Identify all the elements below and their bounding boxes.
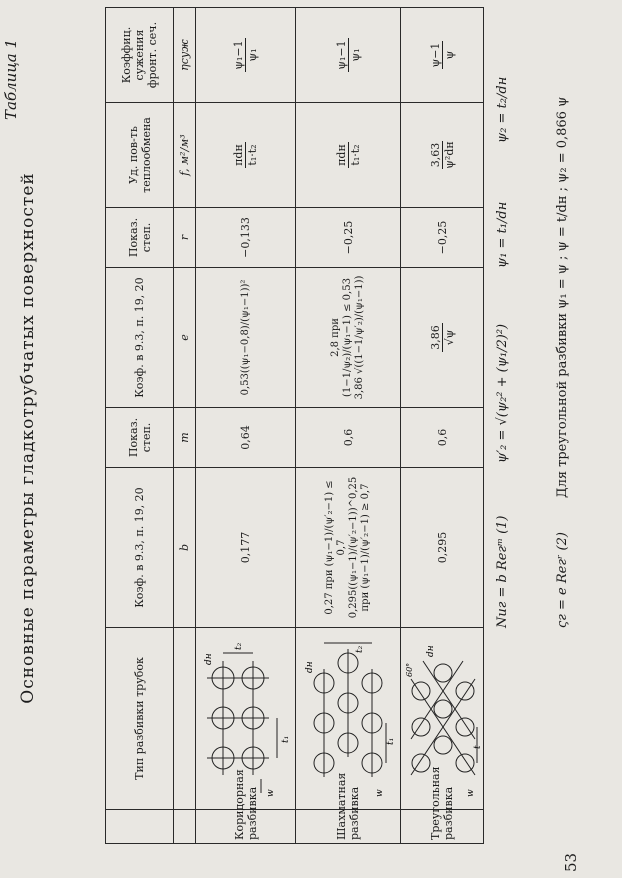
f-num: πdн [334, 144, 348, 166]
formula-triangle-note: Для треугольной разбивки ψ₁ = ψ ; ψ = t/dн ; ψ₂ = 0,866 ψ [555, 96, 570, 498]
formula-zeta: ςг = e Reгʳ (2) [555, 532, 570, 628]
fraction-e [429, 323, 456, 352]
b-line-1: 0,27 при (ψ₁−1)/(ψ′₂−1) ≤ 0,7 [324, 480, 347, 615]
e-line-1: 2,8 при [330, 318, 341, 357]
diagram-cell [296, 628, 401, 810]
fraction-eta [335, 38, 362, 71]
header-empty [106, 810, 174, 844]
header-e: Коэф. в 9.3, п. 19, 20 [106, 268, 174, 408]
symbol-empty [174, 810, 196, 844]
corridor-diagram [201, 634, 291, 804]
symbol-type [174, 628, 196, 810]
eta-den: ψ₁ [348, 48, 362, 62]
symbol-eta: ηсуж [174, 8, 196, 103]
formula-nu: Nuг = b Reгᵐ (1) [495, 515, 510, 628]
cell-eta [296, 8, 401, 103]
e-line-2: (1−1/ψ₂)/(ψ₁−1) ≤ 0,53 [342, 278, 353, 397]
page-number: 53 [562, 852, 580, 872]
symbol-f: f, м²/м³ [174, 103, 196, 208]
b-line-3: при (ψ₁−1)/(ψ′₂−1) ≥ 0,7 [360, 483, 371, 612]
formula-psi2prime: ψ′₂ = √(ψ₂² + (ψ₁/2)²) [495, 323, 510, 463]
cell-r: −0,25 [401, 208, 484, 268]
cell-eta [401, 8, 484, 103]
label-t2: t₂ [233, 643, 244, 651]
header-m: Показ. степ. [106, 408, 174, 468]
header-f: Уд. пов-ть теплообмена [106, 103, 174, 208]
cell-e: 0,53((ψ₁−0,8)/(ψ₁−1))² [196, 268, 296, 408]
row-name: Шахматная разбивка [296, 810, 401, 844]
label-t1: t₁ [386, 738, 396, 746]
eta-num: ψ−1 [428, 42, 442, 68]
symbol-row [174, 8, 196, 844]
header-type: Тип разбивки трубок [106, 628, 174, 810]
f-num: 3,63 [428, 142, 442, 168]
header-row [106, 8, 174, 844]
diagram-cell [196, 628, 296, 810]
cell-eta [196, 8, 296, 103]
table-row [296, 8, 401, 844]
row-name: Треугольная разбивка [401, 810, 484, 844]
e-num: 3,86 [428, 325, 442, 350]
cell-m: 0,64 [196, 408, 296, 468]
row-name: Коридорная разбивка [196, 810, 296, 844]
label-t: t [473, 745, 483, 750]
label-w: w [265, 789, 276, 798]
table-label: Таблица 1 [2, 38, 20, 120]
symbol-b: b [174, 468, 196, 628]
fraction-eta [429, 41, 456, 70]
table-row [196, 8, 296, 844]
f-den: t₁·t₂ [348, 144, 362, 166]
f-num: πdн [232, 144, 245, 166]
header-b: Коэф. в 9.3, п. 19, 20 [106, 468, 174, 628]
diagram-cell [401, 628, 484, 810]
cell-b: 0,177 [196, 468, 296, 628]
cell-f [296, 103, 401, 208]
label-d: dн [426, 645, 436, 658]
eta-den: ψ [442, 50, 456, 60]
fraction-f [429, 139, 456, 170]
e-line-3: 3,86 √((1−1/ψ′₂)/(ψ₁−1)) [354, 275, 365, 400]
header-r: Показ. степ. [106, 208, 174, 268]
symbol-r: r [174, 208, 196, 268]
triangular-diagram [403, 634, 481, 804]
cell-b: 0,295 [401, 468, 484, 628]
formula-psi1: ψ₁ = t₁/dн [495, 201, 510, 268]
cell-e [296, 268, 401, 408]
cell-f [401, 103, 484, 208]
eta-num: ψ₁−1 [334, 40, 348, 70]
formula-psi2: ψ₂ = t₂/dн [495, 76, 510, 143]
staggered-diagram [302, 634, 394, 804]
f-den: ψ²dн [442, 141, 456, 169]
cell-m: 0,6 [401, 408, 484, 468]
cell-e [401, 268, 484, 408]
cell-r: −0,133 [196, 208, 296, 268]
eta-num: ψ₁−1 [232, 40, 245, 70]
e-den: √ψ [442, 329, 456, 346]
header-eta: Коэффиц. сужения фронт. сеч. [106, 8, 174, 103]
label-w: w [375, 789, 385, 798]
fraction-f [232, 142, 259, 168]
cell-r: −0,25 [296, 208, 401, 268]
cell-b [296, 468, 401, 628]
label-d: dн [305, 661, 315, 674]
b-line-2: 0,295((ψ₁−1)/(ψ′₂−1))^0,25 [348, 476, 359, 619]
table-row [401, 8, 484, 844]
f-den: t₁·t₂ [246, 144, 259, 166]
label-t1: t₁ [280, 736, 291, 744]
label-w: w [466, 789, 476, 798]
fraction-eta [232, 38, 259, 71]
label-d: dн [203, 653, 214, 666]
label-angle: 60° [405, 663, 414, 678]
symbol-e: e [174, 268, 196, 408]
eta-den: ψ₁ [246, 48, 259, 62]
label-t2: t₂ [355, 646, 365, 654]
cell-m: 0,6 [296, 408, 401, 468]
cell-f [196, 103, 296, 208]
fraction-f [335, 142, 362, 168]
table-title: Основные параметры гладкотрубчатых поверхностей [18, 172, 38, 704]
symbol-m: m [174, 408, 196, 468]
parameters-table [105, 7, 484, 844]
